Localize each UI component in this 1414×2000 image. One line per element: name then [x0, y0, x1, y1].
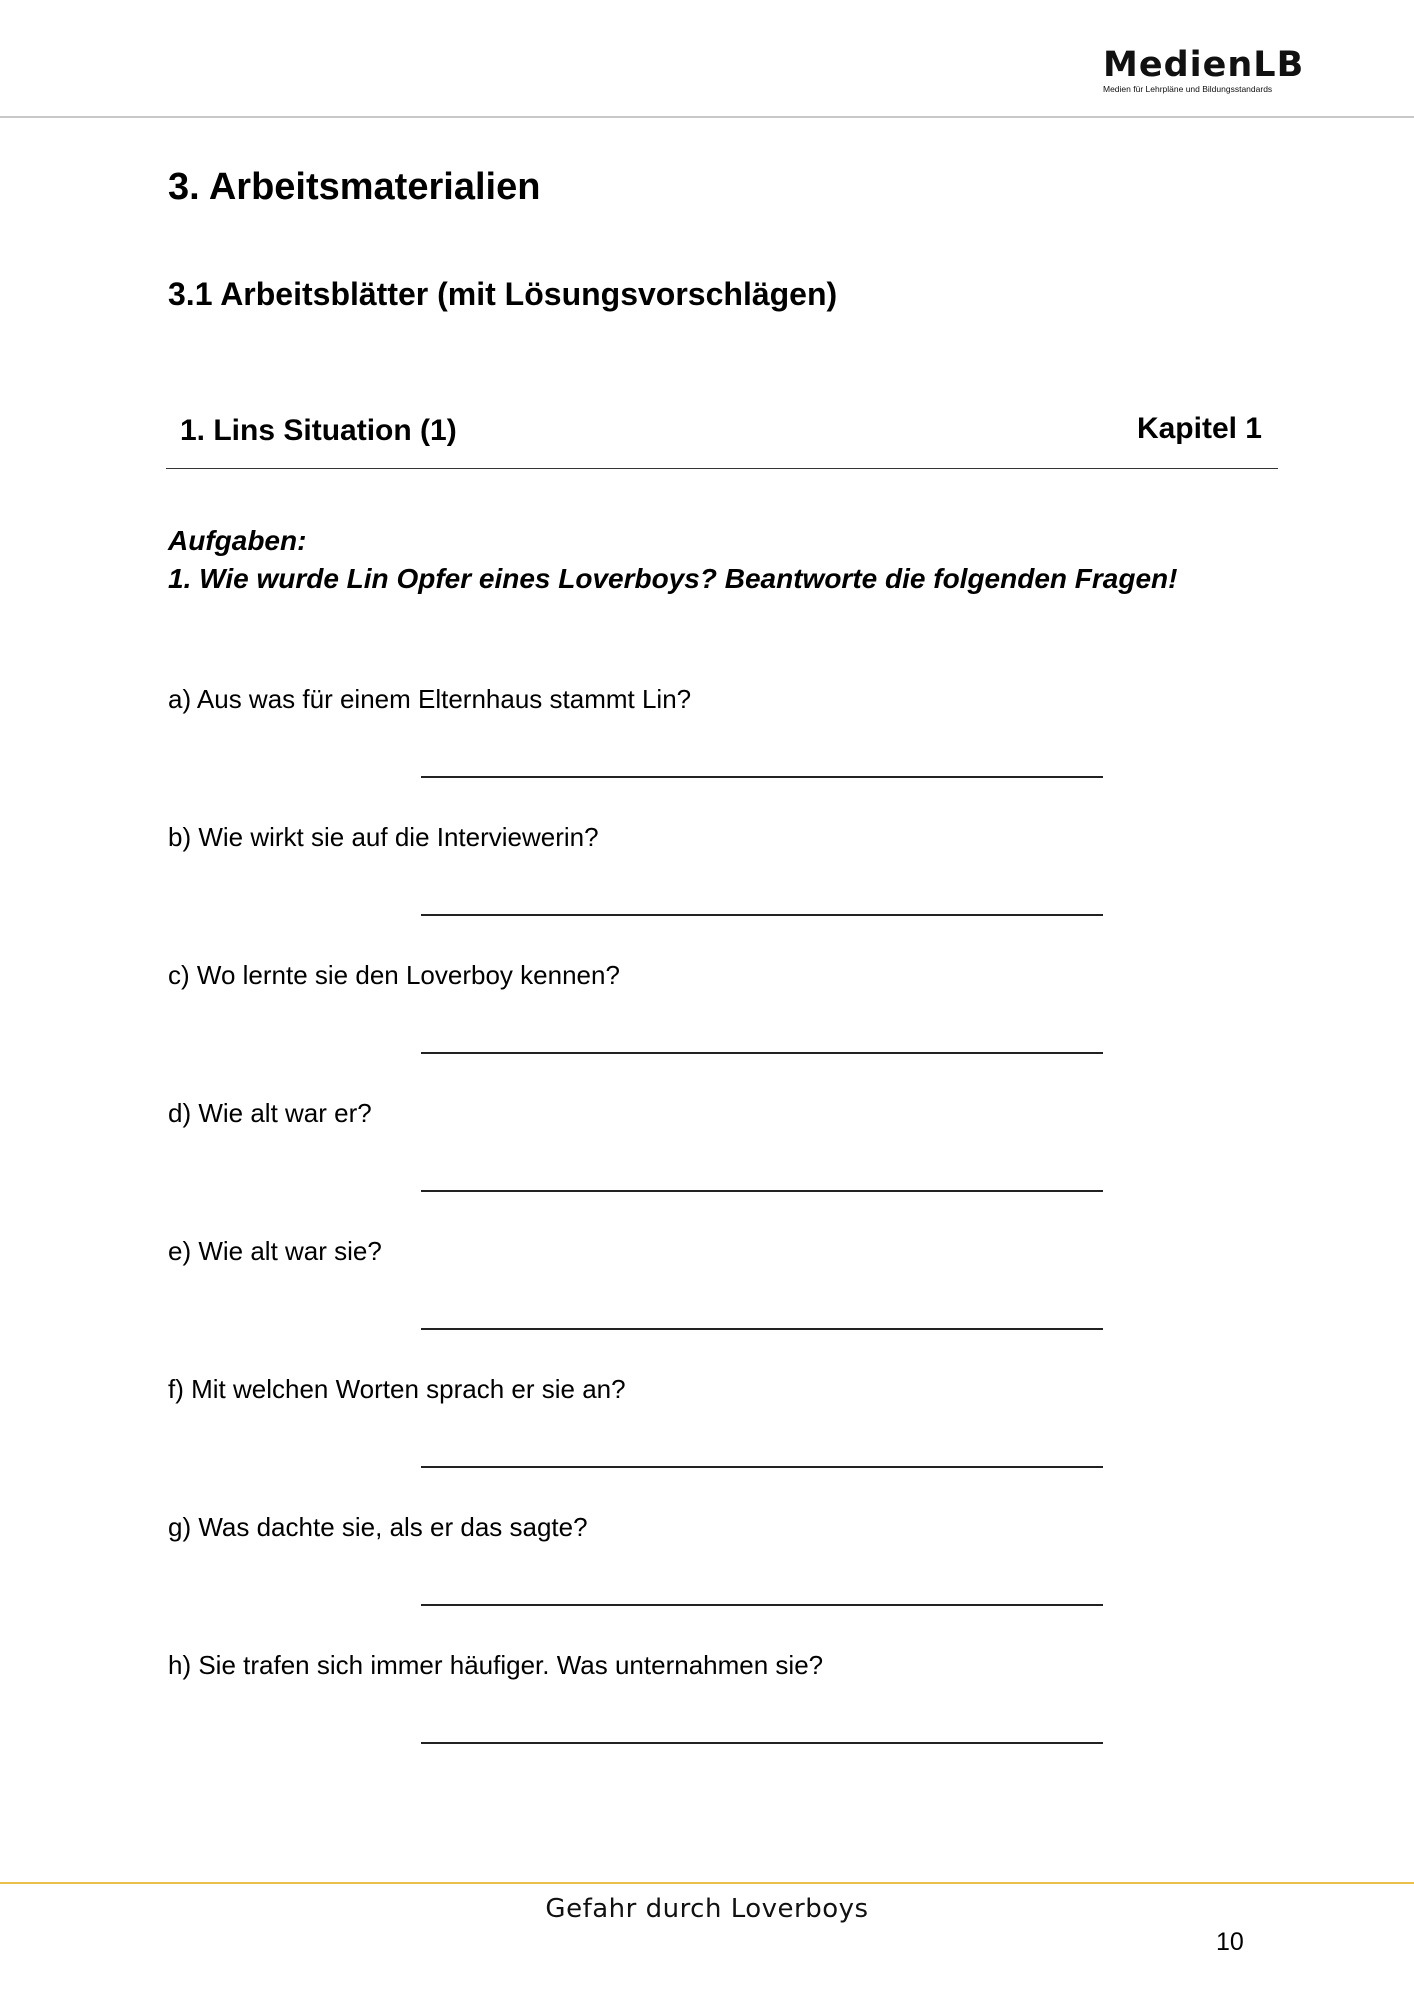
question-b: b) Wie wirkt sie auf die Interviewerin? — [168, 822, 599, 852]
answer-line-b[interactable] — [421, 914, 1103, 916]
question-g: g) Was dachte sie, als er das sagte? — [168, 1512, 588, 1542]
section-title: 1. Lins Situation (1) — [180, 414, 457, 447]
tasks-label: Aufgaben: — [168, 525, 307, 556]
task-instructions — [168, 522, 1177, 598]
answer-line-a[interactable] — [421, 776, 1103, 778]
footer-divider — [0, 1882, 1414, 1884]
answer-line-g[interactable] — [421, 1604, 1103, 1606]
page-number: 10 — [1216, 1928, 1244, 1956]
logo-tagline: Medien für Lehrpläne und Bildungsstandards — [1103, 84, 1273, 94]
tasks-instruction: 1. Wie wurde Lin Opfer eines Loverboys? Beantworte die folgenden Fragen! — [168, 563, 1178, 594]
section-chapter: Kapitel 1 — [1136, 412, 1262, 445]
page-heading: 3. Arbeitsmaterialien — [168, 166, 541, 208]
answer-line-d[interactable] — [421, 1190, 1103, 1192]
answer-line-h[interactable] — [421, 1742, 1103, 1744]
medienlb-logo — [1103, 45, 1305, 94]
answer-line-c[interactable] — [421, 1052, 1103, 1054]
page-subheading: 3.1 Arbeitsblätter (mit Lösungsvorschlägen) — [168, 276, 838, 312]
answer-line-f[interactable] — [421, 1466, 1103, 1468]
header-divider — [0, 116, 1414, 118]
logo-wordmark: MedienLB — [1103, 45, 1305, 85]
question-a: a) Aus was für einem Elternhaus stammt Lin? — [168, 684, 692, 714]
footer-title: Gefahr durch Loverboys — [545, 1894, 869, 1924]
question-f: f) Mit welchen Worten sprach er sie an? — [168, 1374, 626, 1404]
worksheet-section-header — [166, 408, 1278, 469]
question-d: d) Wie alt war er? — [168, 1098, 372, 1128]
answer-line-e[interactable] — [421, 1328, 1103, 1330]
question-e: e) Wie alt war sie? — [168, 1236, 382, 1266]
question-h: h) Sie trafen sich immer häufiger. Was unternahmen sie? — [168, 1650, 824, 1680]
question-c: c) Wo lernte sie den Loverboy kennen? — [168, 960, 620, 990]
